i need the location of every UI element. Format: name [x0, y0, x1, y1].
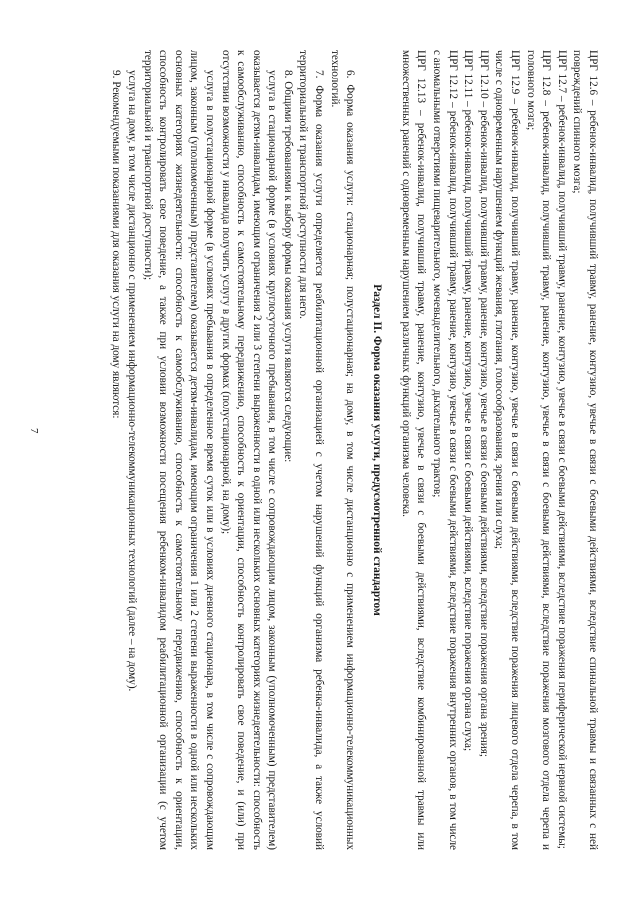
list-item: ЦРГ 12.10 – ребенок-инвалид, получивший травму, ранение, контузию, увечье в связи с боевыми действиями, вследствие поражения органа зрения;	[477, 50, 490, 758]
paragraph: 7. Форма оказания услуги определяется реабилитационной организацией с учетом нарушений функций организма ребенка-инвалида, а также условий территориальной и транспортной доступности для него.	[297, 50, 326, 850]
paragraph: 8. Общими требованиями к выбору формы оказания услуги являются следующие:	[281, 70, 294, 463]
list-item: ЦРГ 12.12 – ребенок-инвалид, получивший травму, ранение, контузию, увечье в связи с боевыми действиями, вследствие поражения внутренних органов, в том числе с аномальными отверстиями пищеварительного, мочевыделительного, дыхательного трактов;	[431, 50, 459, 850]
section-title: Раздел II. Форма оказания услуги, предусмотренной стандартом	[371, 284, 384, 616]
paragraph: 9. Рекомендуемыми показаниями для оказания услуги на дому являются:	[110, 70, 123, 419]
paragraph: услуга на дому, в том числе дистанционно с применением информационно-телекоммуникационных технологий (далее – на дому).	[125, 70, 138, 692]
paragraph: 6. Форма оказания услуги: стационарная; полустационарная; на дому, в том числе дистанционно с применением информационно-телекоммуникационных технологий.	[328, 50, 357, 850]
list-item: ЦРГ 12.7 – ребенок-инвалид, получивший травму, ранение, контузию, увечье в связи с боевыми действиями, вследствие поражения периферической нервной системы;	[555, 50, 568, 849]
list-item: ЦРГ 12.13 – ребенок-инвалид, получивший травму, ранение, контузию, увечье в связи с боевыми действиями, вследствие комбинированной травмы или множественных ранений с одновременным нарушением различных функций организма человека.	[399, 50, 428, 850]
paragraph: услуга в полустационарной форме (в условиях пребывания в определенное время суток или в условиях дневного стационара, в том числе с сопровождающим лицом, законным (уполномоченным) представителем) оказывается детям-инвалидам, имеющим ограничения 1 или 2 степени выраженности в одной или нескольких основных категориях жизнедеятельности: способность к самообслуживанию, способность к самостоятельному передвижению, способность к ориентации, способность контролировать свое поведение, а также при условии возможности посещения ребенком-инвалидом реабилитационной организации (с учетом территориальной и транспортной доступности);	[141, 50, 216, 850]
page-number: 7	[28, 428, 40, 434]
list-item: ЦРГ 12.9 – ребенок-инвалид, получивший травму, ранение, контузию, увечье в связи с боевыми действиями, вследствие поражения лицевого отдела черепа, в том числе с одновременным нарушением функций жевания, глотания, голосообразования, зрения или слуха;	[493, 50, 522, 850]
list-item: ЦРГ 12.11 – ребенок-инвалид, получивший травму, ранение, контузию, увечье в связи с боевыми действиями, вследствие поражения органа слуха;	[462, 50, 475, 752]
list-item: ЦРГ 12.8 – ребенок-инвалид, получивший травму, ранение, контузию, увечье в связи с боевыми действиями, вследствие поражения мозгового отдела черепа и головного мозга;	[524, 50, 553, 850]
list-item: ЦРГ 12.6 – ребенок-инвалид, получивший травму, ранение, контузию, увечье в связи с боевыми действиями, вследствие спинальной травмы и связанных с ней повреждений спинного мозга;	[571, 50, 599, 850]
document-body	[60, 50, 600, 850]
paragraph: услуга в стационарной форме (в условиях круглосуточного пребывания, в том числе с сопровождающим лицом, законным (уполномоченным) представителем) оказывается детям-инвалидам, имеющим ограничения 2 или 3 степени выраженности в одной или нескольких основных категориях жизнедеятельности: способность к самообслуживанию, способность к самостоятельному передвижению, способность к ориентации, способность контролировать свое поведение, и (или) при отсутствии возможности у инвалида получить услугу в других формах (полустационарной, на дому);	[219, 50, 279, 850]
